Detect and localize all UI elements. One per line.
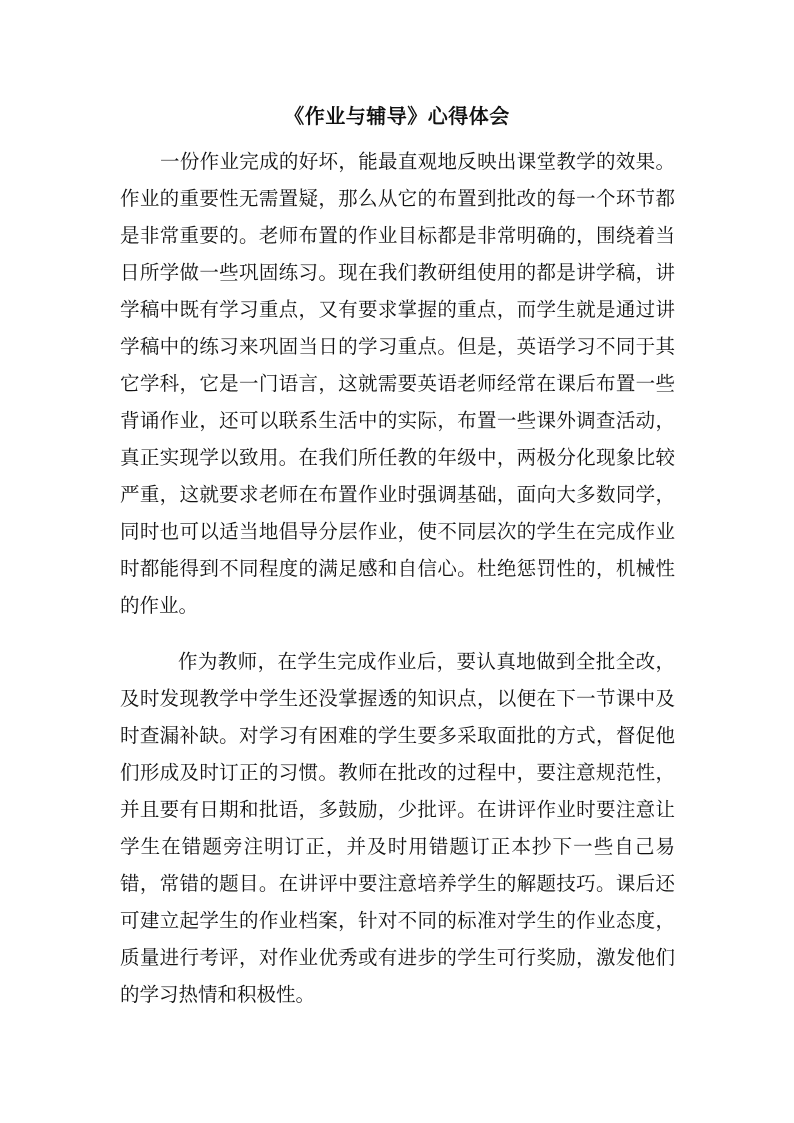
document-title: 《作业与辅导》心得体会	[284, 104, 510, 128]
paragraph-1: 一份作业完成的好坏，能最直观地反映出课堂教学的效果。作业的重要性无需置疑，那么从它的布置到批改的每一个环节都是非常重要的。老师布置的作业目标都是非常明确的，围绕着当日所学做一些巩固练习。现在我们教研组使用的都是讲学稿，讲学稿中既有学习重点，又有要求掌握的重点，而学生就是通过讲学稿中的练习来巩固当日的学习重点。但是，英语学习不同于其它学科，它是一门语言，这就需要英语老师经常在课后布置一些背诵作业，还可以联系生活中的实际，布置一些课外调查活动，真正实现学以致用。在我们所任教的年级中，两极分化现象比较严重，这就要求老师在布置作业时强调基础，面向大多数同学，同时也可以适当地倡导分层作业，使不同层次的学生在完成作业时都能得到不同程度的满足感和自信心。杜绝惩罚性的，机械性的作业。	[120, 150, 675, 617]
paragraph-2: 作为教师，在学生完成作业后，要认真地做到全批全改，及时发现教学中学生还没掌握透的知识点，以便在下一节课中及时查漏补缺。对学习有困难的学生要多采取面批的方式，督促他们形成及时订正的习惯。教师在批改的过程中，要注意规范性，并且要有日期和批语，多鼓励，少批评。在讲评作业时要注意让学生在错题旁注明订正，并及时用错题订正本抄下一些自己易错，常错的题目。在讲评中要注意培养学生的解题技巧。课后还可建立起学生的作业档案，针对不同的标准对学生的作业态度，质量进行考评，对作业优秀或有进步的学生可行奖励，激发他们的学习热情和积极性。	[120, 650, 675, 1006]
